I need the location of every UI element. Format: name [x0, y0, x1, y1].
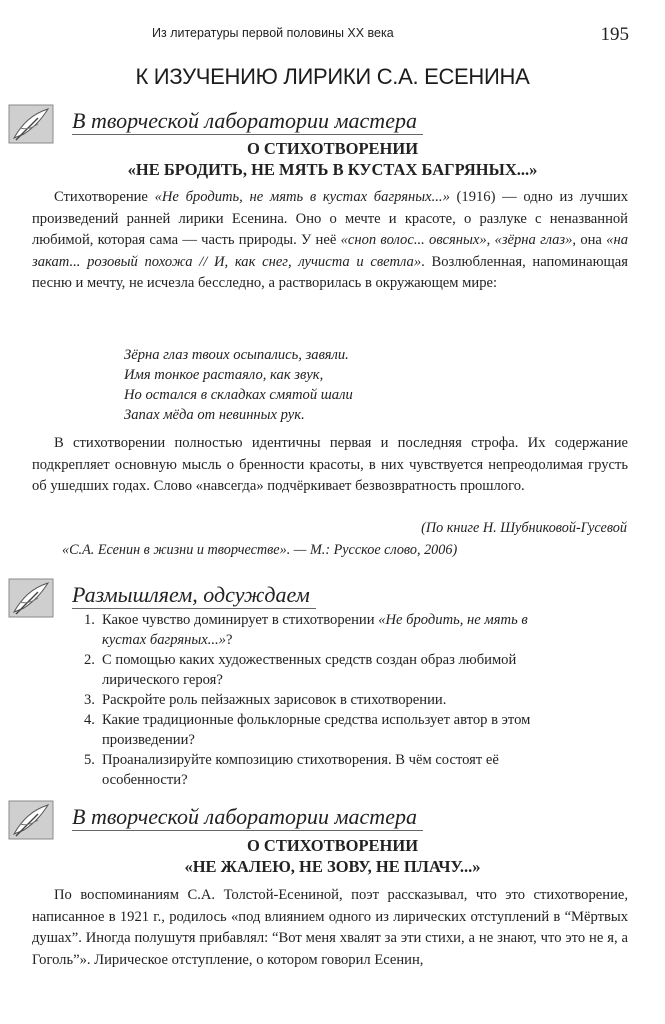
citation-line: «С.А. Есенин в жизни и творчестве». — М.: Русское слово, 2006): [62, 542, 458, 558]
subtitle-line: «НЕ БРОДИТЬ, НЕ МЯТЬ В КУСТАХ БАГРЯНЫХ...»: [127, 160, 538, 179]
quoted-phrase: «зёрна глаз»: [494, 232, 573, 248]
quill-icon: [8, 800, 54, 840]
subtitle-line: О СТИХОТВОРЕНИИ: [246, 139, 419, 158]
question-item: [84, 610, 554, 650]
quoted-phrase: «сноп волос... овсяных»: [340, 232, 487, 248]
question-number: 2.: [84, 652, 95, 668]
poem-line: Зёрна глаз твоих осыпались, завяли.: [124, 347, 349, 363]
poem-subtitle-2: [0, 835, 665, 877]
question-text: Какие традиционные фольклорные средства использует автор в этом произведении?: [102, 712, 531, 748]
question-item: [84, 690, 554, 710]
poem-subtitle-1: [0, 138, 665, 180]
question-text: Какое чувство доминирует в стихотворении: [102, 612, 379, 628]
text-run: Стихотворение: [54, 189, 155, 205]
question-number: 5.: [84, 752, 95, 768]
question-item: [84, 650, 554, 690]
section-title: В творческой лаборатории мастера: [72, 108, 423, 135]
question-text: ?: [225, 632, 233, 648]
question-text: Раскройте роль пейзажных зарисовок в стихотворении.: [102, 692, 447, 708]
page-number: 195: [600, 24, 629, 45]
question-text: Проанализируйте композицию стихотворения. В чём состоят её особенности?: [102, 752, 499, 788]
poem-line: Запах мёда от невинных рук.: [124, 407, 305, 423]
question-number: 1.: [84, 612, 95, 628]
quoted-phrase: «Не бродить, не мять в кустах багряных...»: [154, 189, 450, 205]
question-item: [84, 750, 554, 790]
citation-line: (По книге Н. Шубниковой-Гусевой: [421, 520, 627, 536]
quoted-title: «Не бродить, не мять в кустах багряных...»: [102, 612, 528, 648]
subtitle-line: О СТИХОТВОРЕНИИ: [246, 836, 419, 855]
poem-line: Имя тонкое растаяло, как звук,: [124, 367, 324, 383]
chapter-title: К ИЗУЧЕНИЮ ЛИРИКИ С.А. ЕСЕНИНА: [135, 64, 530, 89]
question-item: [84, 710, 554, 750]
quoted-phrase: «на закат... розовый похожа // И, как снег, лучиста и светла»: [32, 232, 629, 270]
poem-line: Но остался в складках смятой шали: [124, 387, 353, 403]
text-run: (1916) — одно из лучших произведений ранней лирики Есенина. Оно о мечте и красоте, о разлуке с неназванной любимой, которая сама — часть природы. У неё: [32, 189, 628, 248]
paragraph-analysis: В стихотворении полностью идентичны первая и последняя строфа. Их содержание подкрепляет основную мысль о бренности красоты, в них чувствуется непреодолимая грусть об ушедших годах. Слово «навсегда» подчёркивает безвозвратность прошлого.: [32, 435, 628, 494]
text-run: , она: [572, 232, 607, 248]
paragraph-intro: [32, 187, 628, 295]
running-header: Из литературы первой половины XX века: [152, 26, 394, 40]
text-run: ,: [486, 232, 495, 248]
text-run: . Возлюбленная, напоминающая песню и мечту, не исчезла бесследно, а растворилась в окружающем мире:: [32, 253, 628, 291]
paragraph-memoir: По воспоминаниям С.А. Толстой-Есениной, поэт рассказывал, что это стихотворение, написанное в 1921 г., родилось «под влиянием одного из лирических отступлений в “Мёртвых душах”. Иногда полушутя прибавлял: “Вот меня хвалят за эти стихи, а не знают, что это не я, а Гоголь”». Лирическое отступление, о котором говорил Есенин,: [32, 887, 628, 968]
section-title: Размышляем, одсуждаем: [72, 582, 316, 609]
question-number: 3.: [84, 692, 95, 708]
question-text: С помощью каких художественных средств создан образ любимой лирического героя?: [102, 652, 517, 688]
question-number: 4.: [84, 712, 95, 728]
section-title: В творческой лаборатории мастера: [72, 804, 423, 831]
question-list: [84, 610, 554, 790]
quill-icon: [8, 578, 54, 618]
poem-quote: [124, 345, 353, 425]
subtitle-line: «НЕ ЖАЛЕЮ, НЕ ЗОВУ, НЕ ПЛАЧУ...»: [184, 857, 481, 876]
